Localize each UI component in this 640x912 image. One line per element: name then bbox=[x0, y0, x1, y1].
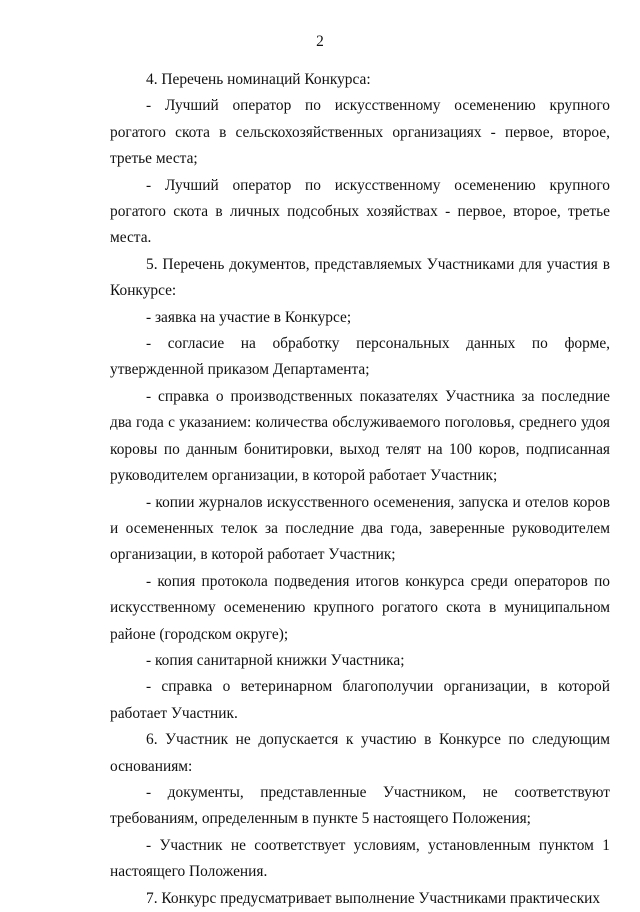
section-4-heading: 4. Перечень номинаций Конкурса: bbox=[146, 71, 371, 88]
document-item-protocol-copy: - копия протокола подведения итогов конкурса среди операторов по искусственному осеменению крупного рогатого скота в муниципальном районе (городском округе); bbox=[110, 572, 610, 643]
document-item-application: - заявка на участие в Конкурсе; bbox=[146, 308, 352, 326]
nomination-item-2: - Лучший оператор по искусственному осеменению крупного рогатого скота в личных подсобных хозяйствах - первое, второе, третье места. bbox=[110, 176, 610, 247]
document-item-performance-certificate: - справка о производственных показателях Участника за последние два года с указанием: количества обслуживаемого поголовья, среднего удоя коровы по данным бонитировки, выход телят на 100 коров, подписанная руководителем организации, в которой работает Участник; bbox=[110, 387, 610, 485]
document-item-sanitary-book: - копия санитарной книжки Участника; bbox=[146, 651, 405, 669]
page-number: 2 bbox=[316, 33, 324, 50]
document-item-consent: - согласие на обработку персональных данных по форме, утвержденной приказом Департамента; bbox=[110, 335, 610, 379]
section-5-heading: 5. Перечень документов, представляемых Участниками для участия в Конкурсе: bbox=[110, 255, 610, 300]
document-body bbox=[110, 67, 610, 912]
section-6-heading: 6. Участник не допускается к участию в Конкурсе по следующим основаниям: bbox=[110, 731, 610, 775]
rejection-reason-1: - документы, представленные Участником, не соответствуют требованиям, определенным в пункте 5 настоящего Положения; bbox=[110, 783, 610, 828]
section-7-heading: 7. Конкурс предусматривает выполнение Участниками практических bbox=[146, 889, 601, 907]
rejection-reason-2: - Участник не соответствует условиям, установленным пунктом 1 настоящего Положения. bbox=[110, 836, 610, 881]
nomination-item-1: - Лучший оператор по искусственному осеменению крупного рогатого скота в сельскохозяйственных организациях - первое, второе, третье места; bbox=[110, 97, 610, 168]
document-item-journal-copies: - копии журналов искусственного осеменения, запуска и отелов коров и осемененных телок за последние два года, заверенные руководителем организации, в которой работает Участник; bbox=[110, 493, 610, 564]
document-item-veterinary-certificate: - справка о ветеринарном благополучии организации, в которой работает Участник. bbox=[110, 678, 610, 722]
